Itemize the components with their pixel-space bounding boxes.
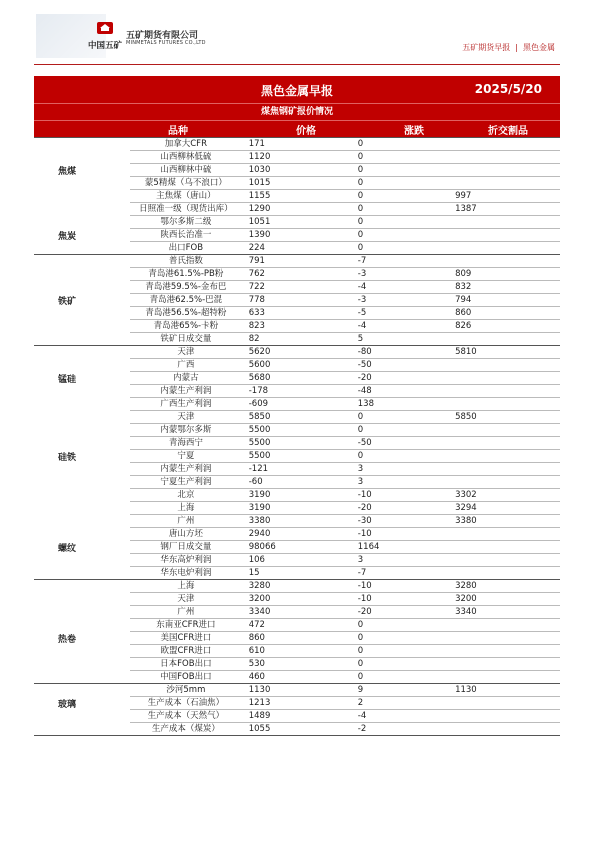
price-cell: -60 — [248, 477, 263, 487]
column-header-variety: 品种 — [168, 126, 188, 137]
category-label: 玻璃 — [58, 700, 77, 710]
variety-cell: 陕西长治准一 — [160, 230, 212, 240]
table-row — [130, 554, 560, 567]
price-cell: 5500 — [248, 425, 271, 435]
table-row — [130, 385, 560, 398]
variety-cell: 天津 — [177, 347, 195, 357]
change-cell: 0 — [357, 178, 364, 188]
column-header-row — [34, 120, 560, 137]
variety-cell: 北京 — [177, 490, 195, 500]
discount-cell — [450, 255, 560, 267]
discount-cell — [450, 671, 560, 683]
variety-cell: 普氏指数 — [168, 256, 203, 266]
variety-cell: 中国FOB出口 — [160, 672, 212, 682]
price-cell: 2940 — [248, 529, 271, 539]
category-label: 硅铁 — [58, 453, 77, 463]
table-row — [130, 424, 560, 437]
table-row — [130, 398, 560, 411]
header-divider — [34, 64, 560, 65]
variety-cell: 广西 — [177, 360, 195, 370]
discount-cell: 3302 — [455, 490, 477, 500]
table-row — [130, 177, 560, 190]
table-row — [130, 580, 560, 593]
variety-cell: 青岛港61.5%-PB粉 — [148, 269, 224, 279]
change-cell: 0 — [357, 139, 364, 149]
change-cell: -48 — [357, 386, 372, 396]
svg-text:中国五矿: 中国五矿 — [87, 41, 123, 51]
change-cell: -80 — [357, 347, 372, 357]
product-group — [34, 579, 560, 683]
price-cell: 5500 — [248, 438, 271, 448]
change-cell: -20 — [357, 607, 372, 617]
category-cell — [34, 580, 130, 683]
variety-cell: 华东高炉利润 — [160, 555, 212, 565]
price-cell: 106 — [248, 555, 265, 565]
category-cell — [34, 346, 130, 579]
change-cell: 0 — [357, 230, 364, 240]
variety-cell: 上海 — [177, 503, 195, 513]
price-cell: 722 — [248, 282, 265, 292]
discount-cell: 809 — [455, 269, 472, 279]
change-cell: -4 — [357, 711, 367, 721]
price-cell: 98066 — [248, 542, 276, 552]
change-cell: -50 — [357, 438, 372, 448]
change-cell: 0 — [357, 412, 364, 422]
discount-cell — [450, 242, 560, 254]
change-cell: 0 — [357, 152, 364, 162]
category-label: 焦煤 — [58, 167, 77, 177]
product-group — [34, 345, 560, 579]
price-cell: 5600 — [248, 360, 271, 370]
table-row — [130, 151, 560, 164]
table-row — [130, 411, 560, 424]
change-cell: -2 — [357, 724, 367, 734]
variety-cell: 生产成本（石油焦） — [147, 698, 225, 708]
discount-cell: 997 — [455, 191, 472, 201]
table-row — [130, 567, 560, 579]
price-cell: 1051 — [248, 217, 271, 227]
change-cell: -30 — [357, 516, 372, 526]
table-row — [130, 632, 560, 645]
variety-cell: 广州 — [177, 607, 195, 617]
discount-cell — [450, 723, 560, 735]
variety-cell: 青海西宁 — [168, 438, 203, 448]
price-cell: 1213 — [248, 698, 271, 708]
price-cell: 1120 — [248, 152, 271, 162]
price-cell: 1055 — [248, 724, 271, 734]
price-cell: 3340 — [248, 607, 271, 617]
header-section-label — [462, 42, 555, 53]
report-series-label: 五矿期货早报 — [462, 43, 511, 52]
discount-cell — [450, 658, 560, 670]
change-cell: -10 — [357, 594, 372, 604]
report-date: 2025/5/20 — [474, 82, 542, 96]
section-label: 黑色金属 — [523, 43, 555, 52]
table-row — [130, 684, 560, 697]
discount-cell — [450, 541, 560, 553]
variety-cell: 宁夏 — [177, 451, 195, 461]
change-cell: -7 — [357, 256, 367, 266]
discount-cell: 3200 — [455, 594, 477, 604]
change-cell: 0 — [357, 451, 364, 461]
variety-cell: 宁夏生产利润 — [160, 477, 212, 487]
price-cell: 530 — [248, 659, 265, 669]
change-cell: -4 — [357, 282, 367, 292]
change-cell: 0 — [357, 165, 364, 175]
discount-cell — [450, 619, 560, 631]
report-title-bar — [34, 76, 560, 103]
variety-cell: 日照准一级（现货出库） — [139, 204, 233, 214]
variety-cell: 欧盟CFR进口 — [160, 646, 212, 656]
price-cell: 1489 — [248, 711, 271, 721]
change-cell: -10 — [357, 529, 372, 539]
header-separator: | — [515, 43, 518, 52]
variety-cell: 青岛港62.5%-巴混 — [149, 295, 223, 305]
discount-cell — [450, 424, 560, 436]
table-row — [130, 216, 560, 229]
price-cell: 633 — [248, 308, 265, 318]
discount-cell: 826 — [455, 321, 472, 331]
category-cell — [34, 684, 130, 735]
discount-cell — [450, 450, 560, 462]
price-cell: 791 — [248, 256, 265, 266]
price-cell: 1290 — [248, 204, 271, 214]
table-row — [130, 294, 560, 307]
table-row — [130, 138, 560, 151]
table-row — [130, 606, 560, 619]
discount-cell: 3340 — [455, 607, 477, 617]
change-cell: 5 — [357, 334, 364, 344]
price-cell: 5680 — [248, 373, 271, 383]
price-cell: 1155 — [248, 191, 271, 201]
category-cell — [34, 255, 130, 345]
variety-cell: 山西柳林中硫 — [160, 165, 212, 175]
discount-cell: 3280 — [455, 581, 477, 591]
change-cell: 0 — [357, 425, 364, 435]
discount-cell — [450, 385, 560, 397]
price-cell: 823 — [248, 321, 265, 331]
change-cell: 2 — [357, 698, 364, 708]
change-cell: 0 — [357, 672, 364, 682]
change-cell: 0 — [357, 646, 364, 656]
change-cell: 138 — [357, 399, 374, 409]
discount-cell: 5850 — [455, 412, 477, 422]
table-row — [130, 320, 560, 333]
category-label: 螺纹 — [58, 544, 77, 554]
change-cell: 3 — [357, 464, 364, 474]
table-row — [130, 502, 560, 515]
discount-cell — [450, 528, 560, 540]
variety-cell: 铁矿日成交量 — [160, 334, 212, 344]
change-cell: 3 — [357, 477, 364, 487]
table-row — [130, 671, 560, 683]
category-label: 焦炭 — [58, 232, 77, 242]
change-cell: -20 — [357, 503, 372, 513]
discount-cell — [450, 398, 560, 410]
column-header-price: 价格 — [296, 126, 316, 137]
change-cell: 0 — [357, 204, 364, 214]
price-cell: 3380 — [248, 516, 271, 526]
table-row — [130, 476, 560, 489]
price-cell: 5850 — [248, 412, 271, 422]
report-subtitle: 煤焦钢矿报价情况 — [34, 103, 560, 120]
variety-cell: 东南亚CFR进口 — [156, 620, 216, 630]
price-cell: 460 — [248, 672, 265, 682]
table-row — [130, 268, 560, 281]
price-cell: 3280 — [248, 581, 271, 591]
discount-cell — [450, 333, 560, 345]
table-row — [130, 645, 560, 658]
discount-cell: 860 — [455, 308, 472, 318]
discount-cell: 1130 — [455, 685, 477, 695]
table-row — [130, 723, 560, 735]
variety-cell: 内蒙鄂尔多斯 — [160, 425, 212, 435]
change-cell: 0 — [357, 633, 364, 643]
price-cell: 5620 — [248, 347, 271, 357]
variety-cell: 广州 — [177, 516, 195, 526]
discount-cell — [450, 151, 560, 163]
variety-cell: 生产成本（天然气） — [147, 711, 225, 721]
table-row — [130, 190, 560, 203]
price-cell: -178 — [248, 386, 269, 396]
variety-cell: 天津 — [177, 594, 195, 604]
variety-cell: 青岛港56.5%-超特粉 — [145, 308, 227, 318]
change-cell: -50 — [357, 360, 372, 370]
change-cell: 3 — [357, 555, 364, 565]
variety-cell: 青岛港65%-卡粉 — [153, 321, 219, 331]
discount-cell — [450, 554, 560, 566]
price-cell: -609 — [248, 399, 269, 409]
change-cell: 0 — [357, 620, 364, 630]
category-label: 热卷 — [58, 635, 77, 645]
table-row — [130, 697, 560, 710]
price-cell: 860 — [248, 633, 265, 643]
variety-cell: 广西生产利润 — [160, 399, 212, 409]
table-row — [130, 437, 560, 450]
variety-cell: 内蒙古 — [173, 373, 199, 383]
change-cell: 0 — [357, 217, 364, 227]
column-header-discount: 折交割品 — [488, 126, 528, 137]
discount-cell — [450, 567, 560, 579]
price-cell: -121 — [248, 464, 269, 474]
variety-cell: 青岛港59.5%-金布巴 — [145, 282, 227, 292]
price-cell: 171 — [248, 139, 265, 149]
price-cell: 3190 — [248, 490, 271, 500]
price-cell: 82 — [248, 334, 260, 344]
price-cell: 472 — [248, 620, 265, 630]
table-row — [130, 372, 560, 385]
change-cell: 0 — [357, 191, 364, 201]
variety-cell: 内蒙生产利润 — [160, 386, 212, 396]
variety-cell: 上海 — [177, 581, 195, 591]
discount-cell — [450, 359, 560, 371]
table-row — [130, 164, 560, 177]
table-row — [130, 489, 560, 502]
variety-cell: 加拿大CFR — [164, 139, 207, 149]
discount-cell — [450, 463, 560, 475]
variety-cell: 华东电炉利润 — [160, 568, 212, 578]
variety-cell: 出口FOB — [168, 243, 204, 253]
variety-cell: 生产成本（煤炭） — [151, 724, 220, 734]
price-sheet — [34, 76, 560, 736]
change-cell: -10 — [357, 490, 372, 500]
price-cell: 1390 — [248, 230, 271, 240]
table-row — [130, 346, 560, 359]
variety-cell: 美国CFR进口 — [160, 633, 212, 643]
variety-cell: 鄂尔多斯二级 — [160, 217, 212, 227]
table-row — [130, 203, 560, 216]
table-row — [130, 515, 560, 528]
product-group — [34, 683, 560, 736]
change-cell: 0 — [357, 659, 364, 669]
company-name-en: MINMETALS FUTURES CO.,LTD — [126, 40, 206, 46]
price-cell: 224 — [248, 243, 265, 253]
discount-cell: 5810 — [455, 347, 477, 357]
price-cell: 762 — [248, 269, 265, 279]
table-row — [130, 242, 560, 254]
discount-cell: 794 — [455, 295, 472, 305]
variety-cell: 唐山方坯 — [168, 529, 203, 539]
change-cell: -4 — [357, 321, 367, 331]
price-groups — [34, 137, 560, 736]
variety-cell: 天津 — [177, 412, 195, 422]
variety-cell: 蒙5精煤（乌不浪口） — [144, 178, 227, 188]
change-cell: -5 — [357, 308, 367, 318]
price-cell: 778 — [248, 295, 265, 305]
price-cell: 1015 — [248, 178, 271, 188]
table-row — [130, 541, 560, 554]
logo-emblem-icon — [86, 20, 126, 54]
table-row — [130, 229, 560, 242]
column-header-change: 涨跌 — [404, 126, 424, 137]
change-cell: -3 — [357, 295, 367, 305]
table-row — [130, 528, 560, 541]
change-cell: -7 — [357, 568, 367, 578]
discount-cell — [450, 697, 560, 709]
discount-cell — [450, 372, 560, 384]
discount-cell — [450, 632, 560, 644]
price-cell: 1030 — [248, 165, 271, 175]
price-cell: 3190 — [248, 503, 271, 513]
discount-cell — [450, 216, 560, 228]
change-cell: -3 — [357, 269, 367, 279]
table-row — [130, 359, 560, 372]
table-row — [130, 593, 560, 606]
discount-cell: 1387 — [455, 204, 477, 214]
discount-cell — [450, 164, 560, 176]
variety-cell: 内蒙生产利润 — [160, 464, 212, 474]
table-row — [130, 619, 560, 632]
discount-cell: 3294 — [455, 503, 477, 513]
table-row — [130, 463, 560, 476]
category-cell — [34, 138, 130, 254]
change-cell: 9 — [357, 685, 364, 695]
discount-cell: 3380 — [455, 516, 477, 526]
price-cell: 1130 — [248, 685, 271, 695]
change-cell: -20 — [357, 373, 372, 383]
company-name-cn: 五矿期货有限公司 — [126, 31, 199, 41]
product-group — [34, 137, 560, 254]
discount-cell — [450, 138, 560, 150]
variety-cell: 钢厂日成交量 — [160, 542, 212, 552]
product-group — [34, 254, 560, 345]
variety-cell: 沙河5mm — [166, 685, 206, 695]
price-cell: 3200 — [248, 594, 271, 604]
report-title: 黑色金属早报 — [260, 84, 333, 98]
price-cell: 15 — [248, 568, 260, 578]
price-cell: 5500 — [248, 451, 271, 461]
table-row — [130, 307, 560, 320]
company-logo — [86, 20, 126, 58]
discount-cell — [450, 177, 560, 189]
category-label: 铁矿 — [58, 297, 77, 307]
page-header — [0, 0, 595, 70]
table-row — [130, 658, 560, 671]
change-cell: 1164 — [357, 542, 380, 552]
discount-cell — [450, 645, 560, 657]
table-row — [130, 255, 560, 268]
discount-cell — [450, 437, 560, 449]
change-cell: -10 — [357, 581, 372, 591]
table-row — [130, 281, 560, 294]
table-row — [130, 450, 560, 463]
variety-cell: 日本FOB出口 — [160, 659, 212, 669]
discount-cell: 832 — [455, 282, 472, 292]
variety-cell: 山西柳林低硫 — [160, 152, 212, 162]
table-row — [130, 710, 560, 723]
table-row — [130, 333, 560, 345]
change-cell: 0 — [357, 243, 364, 253]
discount-cell — [450, 229, 560, 241]
category-label: 锰硅 — [58, 375, 77, 385]
variety-cell: 主焦煤（唐山） — [156, 191, 216, 201]
discount-cell — [450, 476, 560, 488]
discount-cell — [450, 710, 560, 722]
price-cell: 610 — [248, 646, 265, 656]
